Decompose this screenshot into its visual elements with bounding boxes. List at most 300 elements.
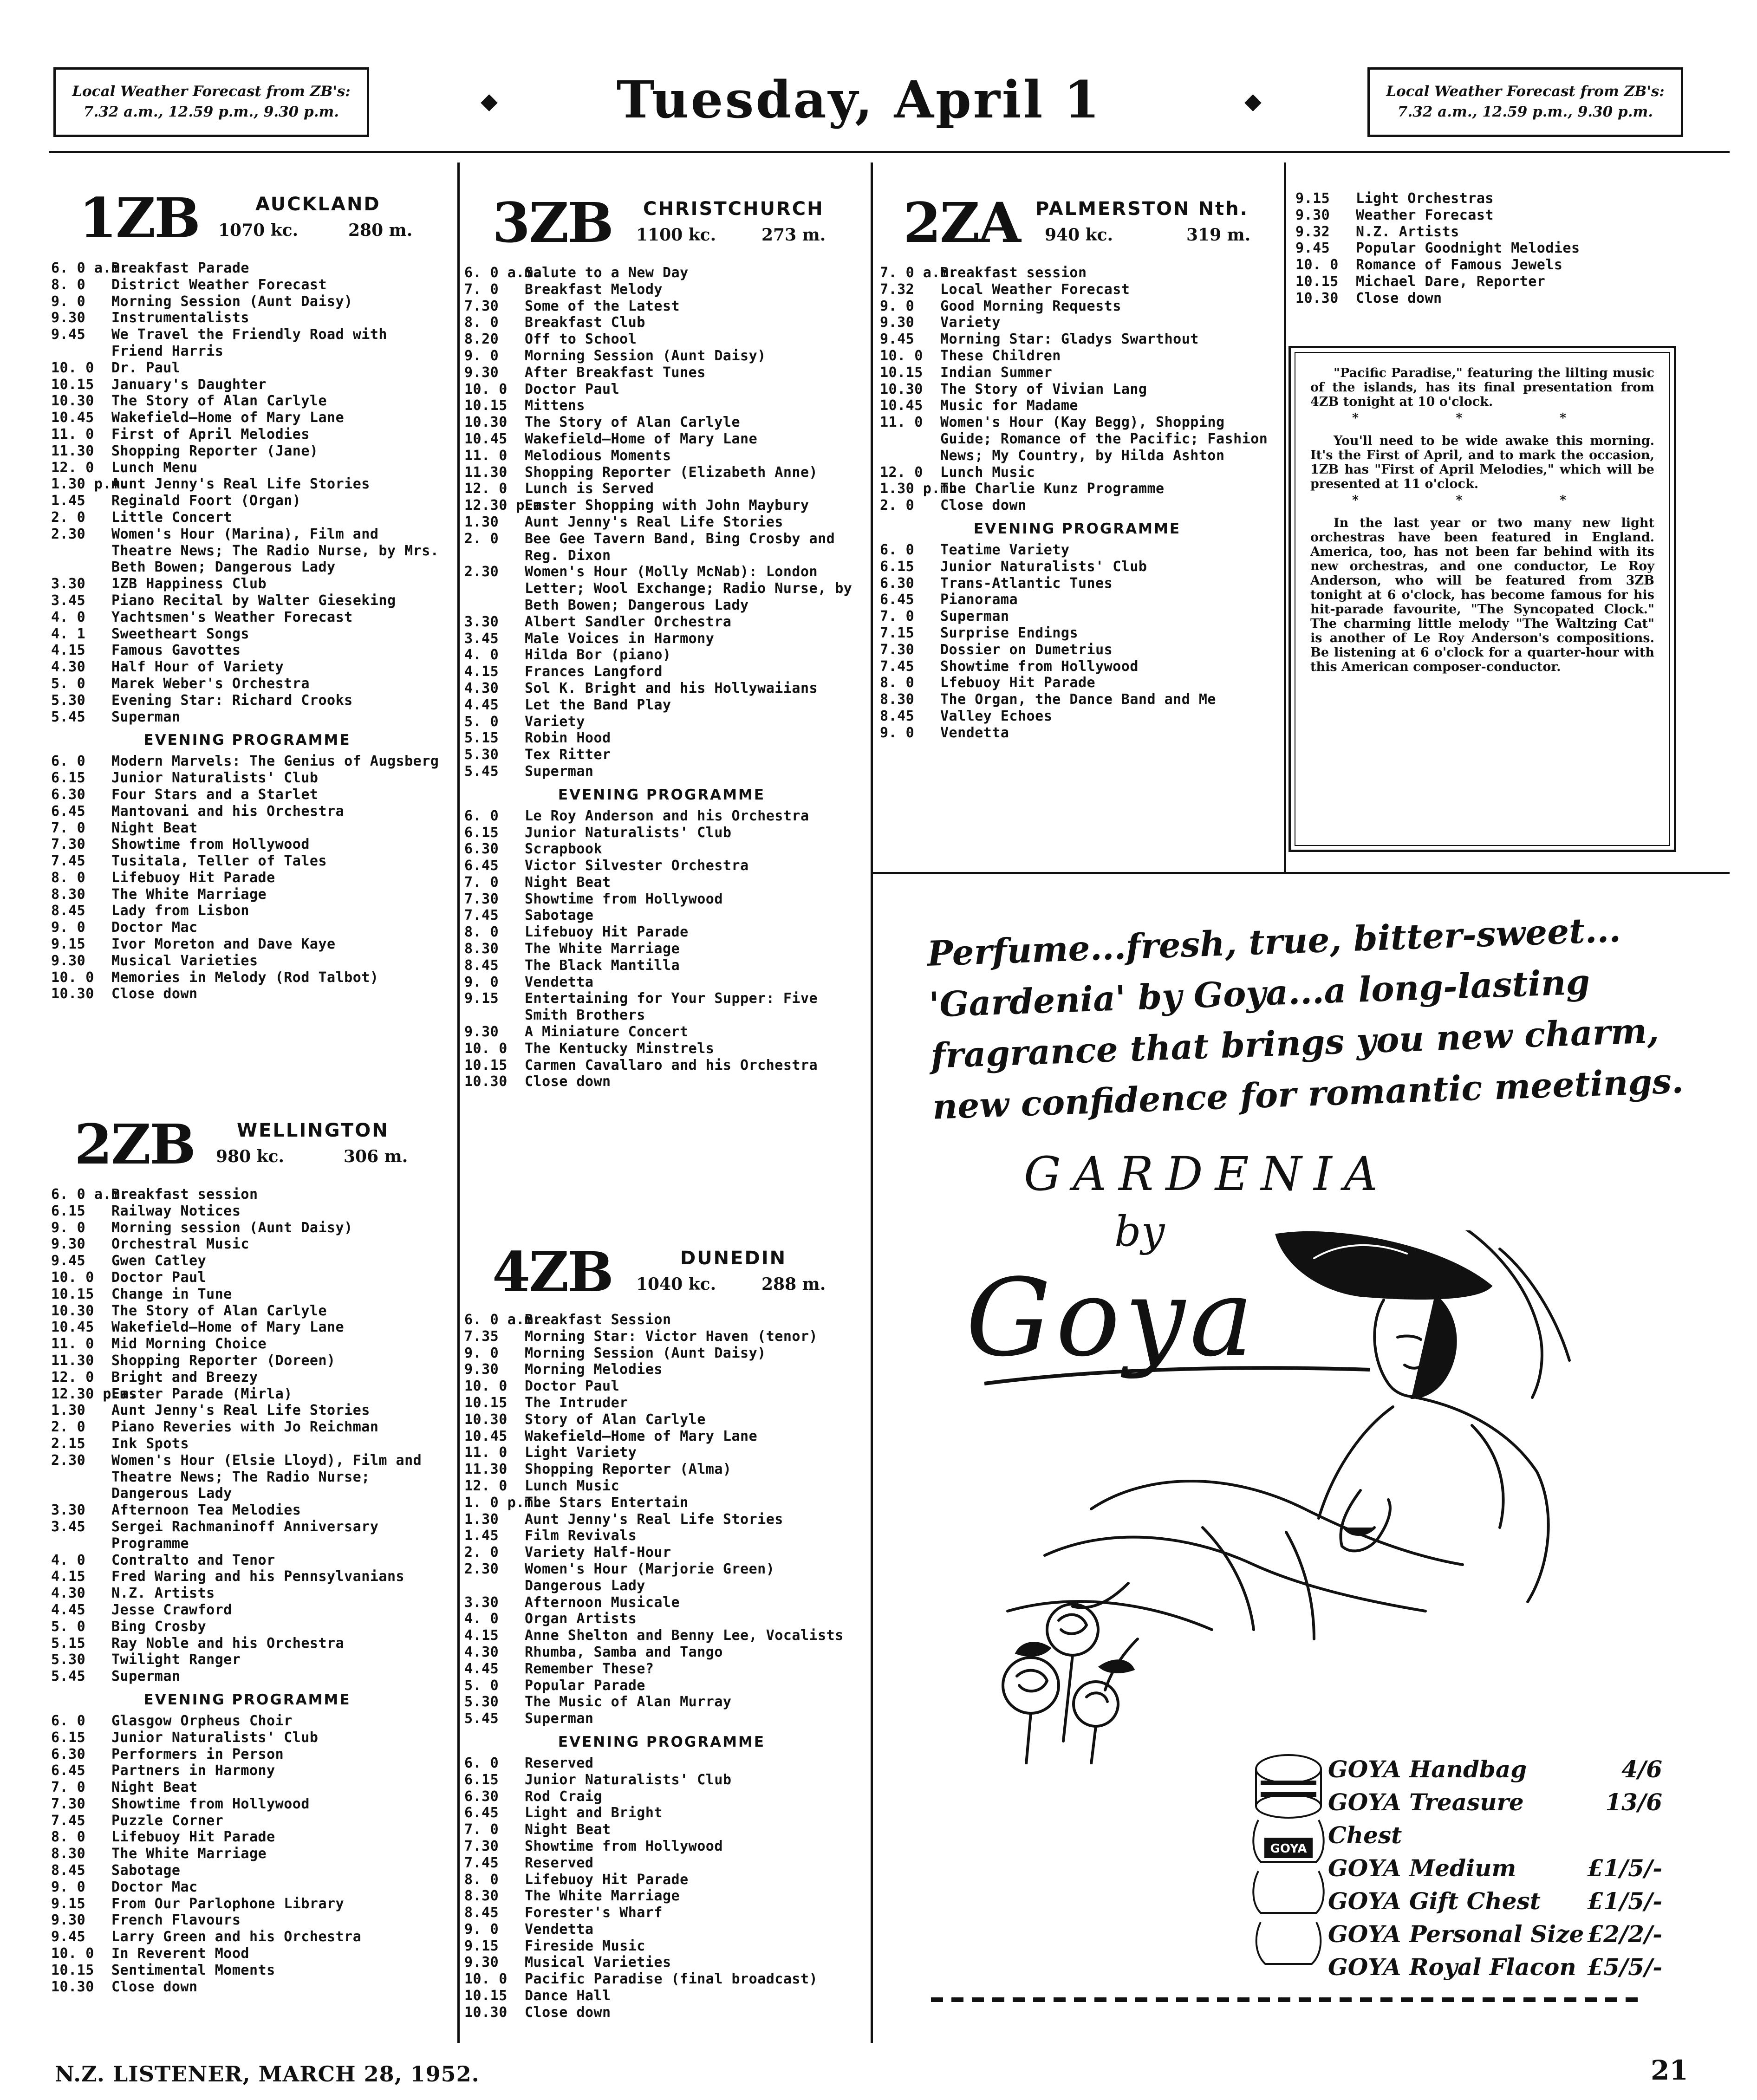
programme-row — [51, 377, 443, 393]
programme-title: Railway Notices — [111, 1203, 241, 1219]
programme-row — [464, 974, 859, 991]
programme-title: Junior Naturalists' Club — [111, 1729, 319, 1746]
programme-row — [464, 874, 859, 891]
station-callsign: 3ZB — [492, 190, 612, 255]
ad-copy-line: fragrance that brings you new charm, — [930, 1011, 1660, 1076]
programme-time: 10. 0 — [51, 1945, 94, 1962]
programme-row — [464, 281, 859, 298]
programme-row — [880, 675, 1275, 691]
programme-row — [51, 1203, 443, 1220]
programme-time: 9.30 — [464, 1024, 499, 1040]
programme-title: Shopping Reporter (Jane) — [111, 442, 319, 459]
programme-title: Lunch Music — [525, 1477, 620, 1494]
product-name: GOYA Gift Chest — [1328, 1887, 1541, 1915]
programme-title: Change in Tune — [111, 1286, 232, 1302]
programme-row — [464, 1710, 859, 1727]
programme-title: Junior Naturalists' Club — [111, 770, 319, 787]
programme-row — [880, 708, 1275, 725]
programme-time: 8.30 — [464, 1888, 499, 1905]
programme-title: Sweetheart Songs — [111, 625, 249, 642]
programme-title: Male Voices in Harmony — [525, 630, 715, 647]
evening-programme-list — [880, 542, 1275, 741]
programme-row — [464, 825, 859, 841]
programme-time: 8.45 — [880, 708, 915, 724]
programme-row — [880, 331, 1275, 348]
programme-title: Half Hour of Variety — [111, 659, 284, 676]
station-frequency: 1070 kc. — [218, 221, 299, 240]
programme-title: Robin Hood — [525, 730, 611, 747]
programme-title: Some of the Latest — [525, 298, 680, 314]
station-city: PALMERSTON Nth. — [1035, 198, 1249, 220]
evening-programme-list — [51, 753, 443, 1002]
programme-row — [51, 1303, 443, 1320]
programme-title: Anne Shelton and Benny Lee, Vocalists — [525, 1627, 844, 1644]
programme-time: 8. 0 — [464, 924, 499, 941]
programme-title: Organ Artists — [525, 1611, 637, 1627]
programme-row — [51, 1879, 443, 1896]
programme-time: 9. 0 — [464, 974, 499, 990]
goya-perfume-jar-icon — [1247, 1750, 1328, 1969]
programme-row — [464, 1594, 859, 1611]
programme-row — [51, 803, 443, 820]
programme-time: 12.30 p.m. — [51, 1385, 137, 1402]
programme-row — [51, 659, 443, 676]
programme-title: Bright and Breezy — [111, 1369, 258, 1385]
programme-time: 10.15 — [464, 1057, 508, 1073]
programme-title: First of April Melodies — [111, 426, 310, 442]
programme-row — [51, 1929, 443, 1945]
programme-title: Showtime from Hollywood — [111, 1795, 310, 1812]
programme-time: 6.45 — [464, 1805, 499, 1821]
programme-time: 8.45 — [51, 1862, 86, 1879]
programme-row — [464, 1511, 859, 1528]
programme-time: 5.30 — [464, 747, 499, 763]
programme-row — [464, 714, 859, 730]
programme-row — [51, 1619, 443, 1635]
programme-title: Light Variety — [525, 1444, 637, 1461]
programme-title: Reserved — [525, 1755, 594, 1771]
programme-row — [464, 763, 859, 780]
price-row — [1328, 1950, 1662, 1983]
programme-time: 2. 0 — [464, 1544, 499, 1561]
programme-list — [1295, 190, 1676, 307]
programme-time: 11. 0 — [464, 447, 508, 464]
programme-time: 10.45 — [464, 430, 508, 447]
programme-title: Le Roy Anderson and his Orchestra — [525, 807, 809, 824]
decorative-dotted-border — [926, 1994, 1651, 2005]
programme-title: Modern Marvels: The Genius of Augsberg — [111, 753, 439, 770]
programme-title: Aunt Jenny's Real Life Stories — [525, 1511, 783, 1528]
product-name: GOYA Medium — [1328, 1854, 1516, 1882]
programme-time: 7.32 — [880, 281, 915, 298]
programme-row — [51, 1253, 443, 1269]
programme-title: Story of Alan Carlyle — [525, 1411, 706, 1428]
programme-title: Breakfast session — [940, 265, 1087, 281]
publication-footer: N.Z. LISTENER, MARCH 28, 1952. — [55, 2061, 480, 2087]
programme-time: 10.45 — [51, 1319, 94, 1336]
programme-title: Wakefield—Home of Mary Lane — [111, 1319, 345, 1336]
programme-title: Remember These? — [525, 1660, 654, 1677]
programme-time: 4.30 — [464, 680, 499, 696]
page-title: Tuesday, April 1 — [616, 70, 1102, 130]
programme-row — [880, 542, 1275, 559]
programme-title: Valley Echoes — [940, 708, 1053, 724]
programme-row — [464, 2004, 859, 2021]
programme-time: 7.45 — [464, 1854, 499, 1871]
programme-title: Light Orchestras — [1356, 190, 1494, 207]
programme-row — [51, 753, 443, 770]
station-wavelength: 319 m. — [1186, 225, 1251, 245]
programme-row — [51, 592, 443, 609]
weather-forecast-times: 7.32 a.m., 12.59 p.m., 9.30 p.m. — [1397, 104, 1653, 120]
programme-title: Tusitala, Teller of Tales — [111, 853, 327, 870]
programme-title: Lifebuoy Hit Parade — [111, 1829, 275, 1846]
programme-title: Women's Hour (Kay Begg), Shopping Guide; Romance of the Pacific; Fashion News; My Country, by Hilda Ashton — [940, 414, 1268, 464]
programme-row — [51, 919, 443, 936]
programme-time: 7.30 — [464, 298, 499, 314]
programme-time: 9. 0 — [464, 347, 499, 364]
programme-time: 6.30 — [880, 575, 915, 592]
programme-row — [464, 1821, 859, 1838]
programme-row — [464, 314, 859, 331]
programme-time: 10.15 — [51, 1286, 94, 1302]
programme-time: 9.30 — [880, 314, 915, 331]
programme-time: 6.45 — [880, 592, 915, 608]
programme-row — [51, 1519, 443, 1552]
programme-title: Trans-Atlantic Tunes — [940, 575, 1113, 592]
programme-time: 10.30 — [464, 2004, 508, 2021]
programme-row — [880, 625, 1275, 642]
programme-title: Memories in Melody (Rod Talbot) — [111, 969, 379, 986]
column-divider — [457, 163, 460, 2043]
programme-row — [51, 903, 443, 919]
programme-row — [880, 314, 1275, 331]
programme-time: 7. 0 a.m. — [880, 265, 958, 281]
programme-time: 12. 0 — [464, 481, 508, 497]
programme-row — [1295, 290, 1676, 307]
programme-row — [51, 1436, 443, 1452]
programme-row — [464, 1528, 859, 1544]
programme-title: Aunt Jenny's Real Life Stories — [111, 1402, 370, 1419]
evening-programme-heading: EVENING PROGRAMME — [558, 786, 766, 803]
programme-title: Contralto and Tenor — [111, 1552, 275, 1568]
programme-time: 5. 0 — [464, 1677, 499, 1694]
weather-forecast-box-right — [1367, 67, 1683, 137]
programme-time: 12.30 p.m. — [464, 497, 551, 514]
programme-title: The White Marriage — [111, 1846, 267, 1862]
programme-time: 10.30 — [464, 1073, 508, 1090]
programme-row — [880, 559, 1275, 575]
programme-title: Fireside Music — [525, 1937, 645, 1954]
programme-title: Lifebuoy Hit Parade — [525, 924, 689, 941]
programme-time: 1.30 — [464, 514, 499, 530]
programme-title: Victor Silvester Orchestra — [525, 858, 749, 874]
programme-row — [464, 1938, 859, 1955]
programme-title: Close down — [525, 1073, 611, 1090]
programme-time: 9.15 — [1295, 190, 1330, 207]
programme-time: 6.45 — [51, 1762, 86, 1779]
product-name: GOYA Handbag — [1328, 1755, 1527, 1783]
programme-time: 6.15 — [880, 558, 915, 575]
programme-time: 4.30 — [464, 1644, 499, 1660]
programme-row — [464, 1888, 859, 1905]
programme-row — [51, 953, 443, 969]
programme-time: 7.45 — [464, 907, 499, 924]
programme-title: Close down — [1356, 290, 1442, 306]
weather-forecast-box-left — [53, 67, 369, 137]
programme-title: Piano Reveries with Jo Reichman — [111, 1419, 379, 1436]
price-row — [1328, 1885, 1662, 1918]
station-header — [51, 1110, 443, 1186]
programme-time: 7.30 — [464, 891, 499, 907]
programme-row — [51, 709, 443, 726]
programme-row — [51, 1813, 443, 1829]
programme-title: Musical Varieties — [525, 1954, 671, 1971]
programme-row — [51, 936, 443, 953]
programme-row — [464, 730, 859, 747]
programme-row — [464, 1312, 859, 1328]
programme-title: Surprise Endings — [940, 624, 1078, 641]
column-divider — [871, 163, 873, 2043]
programme-title: Twilight Ranger — [111, 1651, 241, 1668]
programme-row — [464, 697, 859, 714]
programme-title: A Miniature Concert — [525, 1024, 689, 1040]
programme-row — [880, 608, 1275, 625]
programme-notes-box — [1288, 346, 1676, 852]
programme-time: 7. 0 — [880, 608, 915, 625]
programme-time: 5.15 — [464, 730, 499, 747]
programme-row — [51, 1979, 443, 1996]
programme-time: 10.15 — [880, 364, 923, 381]
programme-row — [880, 575, 1275, 592]
price-row — [1328, 1753, 1662, 1786]
programme-row — [464, 1694, 859, 1710]
programme-row — [51, 836, 443, 853]
station-1zb — [51, 183, 443, 1002]
station-callsign: 2ZA — [903, 190, 1020, 255]
programme-time: 8.20 — [464, 331, 499, 348]
programme-time: 1.30 — [464, 1511, 499, 1528]
programme-title: Good Morning Requests — [940, 298, 1121, 314]
programme-row — [464, 1905, 859, 1921]
evening-programme-list — [464, 808, 859, 1091]
programme-title: Reginald Foort (Organ) — [111, 493, 301, 509]
programme-title: Bee Gee Tavern Band, Bing Crosby and Reg. Dixon — [525, 530, 835, 564]
programme-row — [51, 1912, 443, 1929]
programme-title: The Charlie Kunz Programme — [940, 481, 1165, 497]
programme-time: 8. 0 — [464, 314, 499, 331]
programme-time: 2. 0 — [880, 497, 915, 514]
programme-time: 2. 0 — [464, 530, 499, 547]
programme-row — [464, 1544, 859, 1561]
programme-time: 9.45 — [51, 1253, 86, 1269]
price-row — [1328, 1852, 1662, 1885]
programme-row — [464, 497, 859, 514]
programme-row — [464, 514, 859, 531]
programme-title: Breakfast Parade — [111, 260, 249, 276]
programme-row — [464, 1661, 859, 1677]
programme-row — [464, 1361, 859, 1378]
product-price: £1/5/- — [1587, 1887, 1662, 1915]
programme-title: Showtime from Hollywood — [940, 658, 1139, 675]
evening-programme-heading: EVENING PROGRAMME — [558, 1733, 766, 1750]
programme-title: Puzzle Corner — [111, 1812, 224, 1829]
programme-title: Lunch Music — [940, 464, 1035, 481]
programme-row — [51, 1962, 443, 1979]
programme-time: 9.15 — [51, 936, 86, 953]
product-price: 4/6 — [1621, 1755, 1662, 1783]
programme-list — [464, 265, 859, 780]
programme-time: 8.30 — [51, 886, 86, 903]
programme-title: Reserved — [525, 1854, 594, 1871]
station-city: AUCKLAND — [255, 194, 381, 215]
programme-row — [51, 1220, 443, 1236]
note-separator: * * * — [1352, 493, 1613, 507]
diamond-ornament-icon: ◆ — [1244, 88, 1262, 114]
programme-row — [51, 476, 443, 493]
programme-time: 9.32 — [1295, 223, 1330, 240]
programme-row — [51, 1635, 443, 1652]
programme-time: 3.30 — [51, 1502, 86, 1519]
programme-title: Mantovani and his Orchestra — [111, 803, 345, 819]
programme-time: 2.30 — [51, 1452, 86, 1469]
station-2zb — [51, 1110, 443, 1995]
programme-time: 10. 0 — [1295, 257, 1339, 273]
programme-time: 5.30 — [51, 692, 86, 709]
programme-title: Dr. Paul — [111, 359, 181, 376]
programme-title: Instrumentalists — [111, 310, 249, 326]
programme-title: Doctor Mac — [111, 1879, 198, 1895]
programme-time: 10.30 — [51, 1978, 94, 1995]
programme-row — [51, 626, 443, 643]
station-frequency: 1040 kc. — [636, 1274, 716, 1294]
programme-time: 4.45 — [51, 1601, 86, 1618]
programme-title: Melodious Moments — [525, 447, 671, 464]
programme-time: 9.15 — [464, 1937, 499, 1954]
programme-row — [464, 907, 859, 924]
programme-time: 9.30 — [464, 1361, 499, 1378]
programme-row — [464, 1428, 859, 1445]
evening-programme-list — [51, 1713, 443, 1996]
programme-time: 9.30 — [51, 1236, 86, 1253]
programme-time: 9.15 — [464, 990, 499, 1007]
programme-time: 8.30 — [880, 691, 915, 708]
programme-time: 9.30 — [51, 1912, 86, 1929]
programme-time: 10.30 — [51, 393, 94, 410]
programme-time: 10.30 — [51, 986, 94, 1002]
programme-row — [464, 1040, 859, 1057]
programme-title: Jesse Crawford — [111, 1601, 232, 1618]
programme-row — [464, 464, 859, 481]
programme-time: 10.15 — [464, 1394, 508, 1411]
programme-title: Mid Morning Choice — [111, 1336, 267, 1352]
programme-time: 7.45 — [51, 853, 86, 870]
programme-time: 6.15 — [51, 1729, 86, 1746]
station-header — [464, 1237, 859, 1312]
programme-row — [464, 631, 859, 647]
programme-title: Superman — [525, 763, 594, 780]
programme-title: Bing Crosby — [111, 1618, 207, 1635]
programme-title: Women's Hour (Marjorie Green) Dangerous Lady — [525, 1560, 775, 1594]
programme-title: Sol K. Bright and his Hollywaiians — [525, 680, 818, 696]
header-rule — [49, 151, 1730, 153]
programme-row — [464, 1057, 859, 1074]
product-price: £2/2/- — [1587, 1920, 1662, 1948]
programme-time: 6. 0 a.m. — [51, 260, 129, 276]
programme-title: Pianorama — [940, 592, 1018, 608]
programme-row — [1295, 190, 1676, 207]
programme-time: 9.30 — [51, 952, 86, 969]
programme-time: 2.30 — [51, 526, 86, 542]
product-price: £5/5/- — [1587, 1953, 1662, 1981]
programme-row — [464, 1755, 859, 1772]
programme-row — [1295, 273, 1676, 290]
programme-title: Junior Naturalists' Club — [525, 1771, 732, 1788]
programme-row — [51, 1286, 443, 1303]
programme-time: 5. 0 — [51, 675, 86, 692]
programme-title: Scrapbook — [525, 841, 603, 858]
programme-row — [464, 1611, 859, 1627]
programme-title: Night Beat — [111, 1779, 198, 1796]
programme-row — [464, 808, 859, 825]
programme-title: Morning Star: Victor Haven (tenor) — [525, 1328, 818, 1345]
programme-row — [51, 1552, 443, 1569]
programme-title: Close down — [111, 1978, 198, 1995]
programme-row — [51, 1713, 443, 1729]
programme-title: Dance Hall — [525, 1988, 611, 2004]
station-2za — [880, 188, 1275, 741]
programme-row — [880, 397, 1275, 414]
programme-row — [51, 676, 443, 692]
programme-time: 5.45 — [51, 1668, 86, 1685]
programme-title: Women's Hour (Marina), Film and Theatre News; The Radio Nurse, by Mrs. Beth Bowen; Dangerous Lady — [111, 526, 439, 576]
programme-title: The Story of Alan Carlyle — [525, 414, 741, 431]
station-header — [51, 183, 443, 260]
programme-time: 7.35 — [464, 1328, 499, 1345]
programme-time: 3.30 — [464, 613, 499, 630]
programme-row — [51, 1746, 443, 1763]
programme-row — [51, 1762, 443, 1779]
programme-time: 8. 0 — [464, 1871, 499, 1888]
programme-title: Wakefield—Home of Mary Lane — [525, 430, 758, 447]
programme-time: 10. 0 — [51, 359, 94, 376]
product-price: £1/5/- — [1587, 1854, 1662, 1882]
programme-time: 1.45 — [51, 493, 86, 509]
ad-brand-by: by — [1114, 1207, 1165, 1256]
programme-row — [880, 348, 1275, 364]
programme-row — [880, 658, 1275, 675]
programme-row — [51, 293, 443, 310]
programme-list — [880, 265, 1275, 514]
programme-title: Variety Half-Hour — [525, 1544, 671, 1561]
programme-row — [51, 310, 443, 326]
programme-title: After Breakfast Tunes — [525, 364, 706, 381]
programme-title: The Story of Alan Carlyle — [111, 393, 327, 410]
programme-title: Lunch is Served — [525, 481, 654, 497]
programme-title: Easter Parade (Mirla) — [111, 1385, 293, 1402]
programme-row — [51, 1502, 443, 1519]
programme-time: 6.15 — [51, 1203, 86, 1219]
programme-row — [464, 1805, 859, 1821]
programme-time: 11.30 — [464, 1461, 508, 1478]
programme-title: Forester's Wharf — [525, 1905, 663, 1921]
programme-time: 5. 0 — [51, 1618, 86, 1635]
programme-row — [464, 1644, 859, 1661]
programme-list — [51, 1186, 443, 1685]
programme-time: 9. 0 — [51, 1219, 86, 1236]
programme-time: 6.30 — [464, 841, 499, 858]
programme-row — [464, 1461, 859, 1478]
